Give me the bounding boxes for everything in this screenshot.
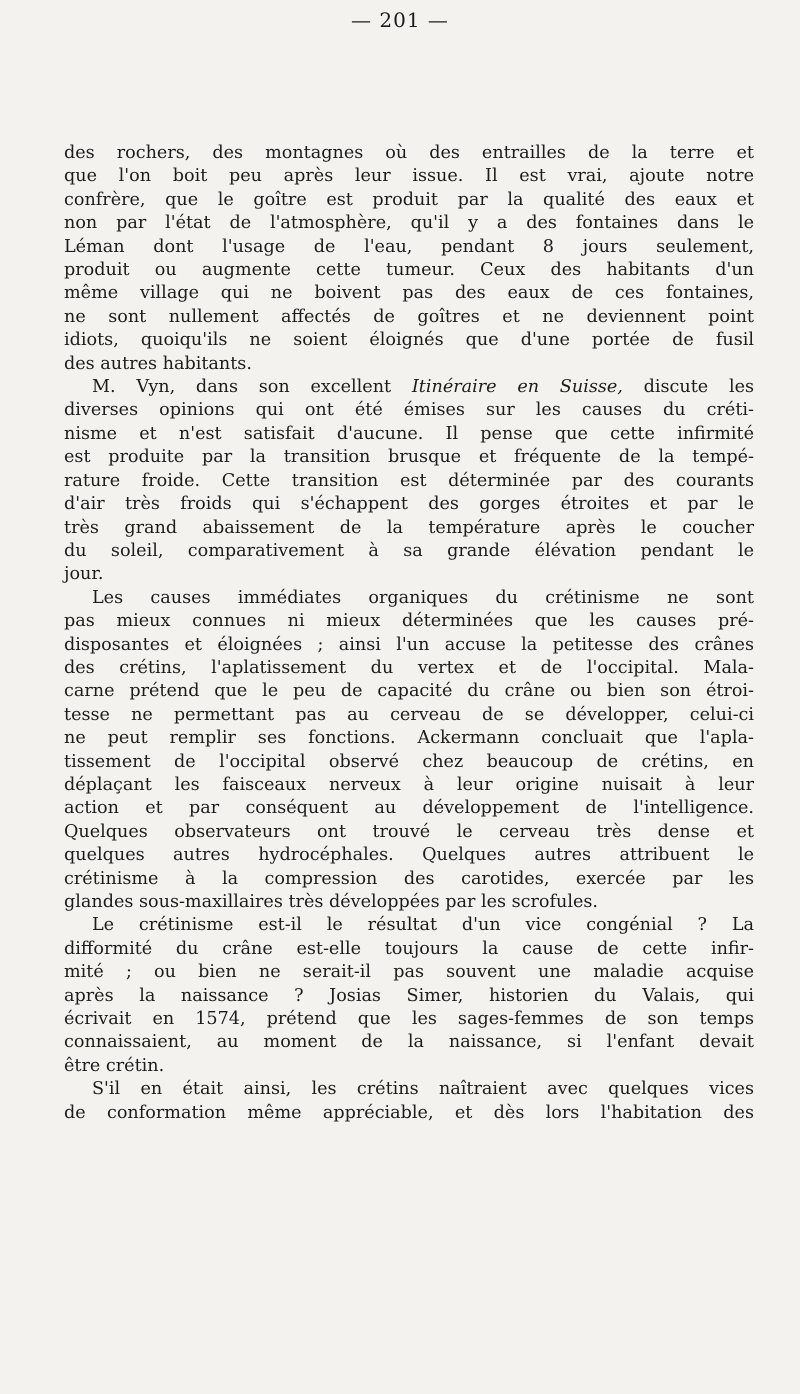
text-line: disposantes et éloignées ; ainsi l'un accuse la petitesse des crânes (64, 634, 754, 655)
text-line: action et par conséquent au développement de l'intelligence. (64, 798, 754, 819)
text-segment: M. Vyn, dans son excellent (92, 377, 412, 398)
book-title: Itinéraire en Suisse, (411, 377, 623, 398)
text-line: tesse ne permettant pas au cerveau de se développer, celui-ci (64, 704, 754, 725)
text-line: connaissaient, au moment de la naissance, si l'enfant devait (64, 1032, 754, 1053)
text-line: non par l'état de l'atmosphère, qu'il y a des fontaines dans le (64, 213, 754, 234)
text-line: crétinisme à la compression des carotides, exercée par les (64, 868, 754, 889)
text-line: des rochers, des montagnes où des entrailles de la terre et (64, 143, 754, 163)
text-line: après la naissance ? Josias Simer, historien du Valais, qui (64, 985, 754, 1006)
text-line: d'air très froids qui s'échappent des gorges étroites et par le (64, 494, 754, 515)
paragraph-5 (64, 1078, 754, 1125)
body-text (64, 142, 754, 1125)
text-line: très grand abaissement de la température après le coucher (64, 517, 754, 538)
text-line: ne peut remplir ses fonctions. Ackermann concluait que l'apla- (64, 728, 754, 749)
text-line: est produite par la transition brusque et fréquente de la tempé- (64, 447, 754, 468)
text-line: de conformation même appréciable, et dès lors l'habitation des (64, 1102, 754, 1123)
paragraph-2 (64, 376, 754, 587)
text-line: quelques autres hydrocéphales. Quelques autres attribuent le (64, 845, 754, 866)
text-line: même village qui ne boivent pas des eaux de ces fontaines, (64, 283, 754, 304)
text-line: des crétins, l'aplatissement du vertex et de l'occipital. Mala- (64, 657, 754, 678)
text-line: carne prétend que le peu de capacité du crâne ou bien son étroi- (64, 681, 754, 702)
text-line: Les causes immédiates organiques du crétinisme ne sont (92, 587, 754, 608)
text-line: difformité du crâne est-elle toujours la cause de cette infir- (64, 938, 754, 959)
text-line: Léman dont l'usage de l'eau, pendant 8 jours seulement, (64, 236, 754, 257)
paragraph-1 (64, 142, 754, 376)
text-segment: discute les (622, 377, 755, 398)
text-line: déplaçant les faisceaux nerveux à leur origine nuisait à leur (64, 774, 754, 795)
text-line: être crétin. (64, 1055, 165, 1076)
text-line: S'il en était ainsi, les crétins naîtraient avec quelques vices (92, 1079, 754, 1100)
text-line: mité ; ou bien ne serait-il pas souvent une maladie acquise (64, 962, 754, 983)
text-line: glandes sous-maxillaires très développées par les scrofules. (64, 892, 598, 912)
page-number: — 201 — (351, 8, 449, 32)
text-line: jour. (64, 564, 104, 585)
text-line: produit ou augmente cette tumeur. Ceux des habitants d'un (64, 260, 754, 281)
paragraph-4 (64, 914, 754, 1078)
text-line: confrère, que le goître est produit par la qualité des eaux et (64, 189, 754, 210)
paragraph-3 (64, 587, 754, 915)
text-line (64, 376, 754, 399)
text-line: ne sont nullement affectés de goîtres et ne deviennent point (64, 306, 754, 327)
text-line: tissement de l'occipital observé chez beaucoup de crétins, en (64, 751, 754, 772)
text-line: du soleil, comparativement à sa grande élévation pendant le (64, 540, 754, 561)
text-line: idiots, quoiqu'ils ne soient éloignés que d'une portée de fusil (64, 330, 754, 351)
text-line: diverses opinions qui ont été émises sur les causes du créti- (64, 400, 754, 421)
text-line: que l'on boit peu après leur issue. Il est vrai, ajoute notre (64, 166, 754, 187)
text-line: pas mieux connues ni mieux déterminées que les causes pré- (64, 611, 754, 632)
text-line: écrivait en 1574, prétend que les sages-femmes de son temps (64, 1009, 754, 1030)
text-line: des autres habitants. (64, 353, 252, 374)
text-line: nisme et n'est satisfait d'aucune. Il pense que cette infirmité (64, 423, 754, 444)
text-line: rature froide. Cette transition est déterminée par des courants (64, 470, 754, 491)
text-line: Le crétinisme est-il le résultat d'un vice congénial ? La (92, 915, 754, 936)
text-line: Quelques observateurs ont trouvé le cerveau très dense et (64, 821, 754, 842)
